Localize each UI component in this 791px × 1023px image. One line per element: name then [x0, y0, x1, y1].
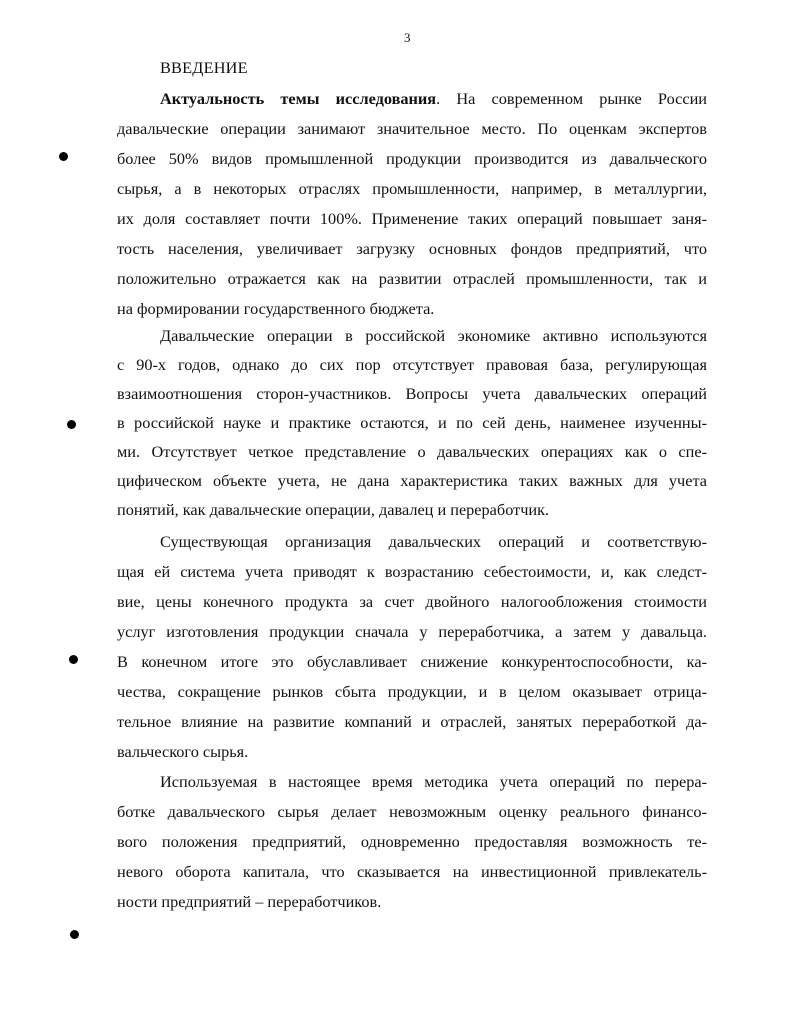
paragraph-2-line-4: в российской науке и практике остаются, и по сей день, наименее изученны-: [117, 413, 707, 432]
paragraph-2-line-6: цифическом объекте учета, не дана характеристика таких важных для учета: [117, 471, 707, 490]
paragraph-1-line-6: тость населения, увеличивает загрузку основных фондов предприятий, что: [117, 239, 707, 258]
paragraph-1-line-3: более 50% видов промышленной продукции производится из давальческого: [117, 149, 707, 168]
section-heading: ВВЕДЕНИЕ: [160, 58, 248, 77]
paragraph-3-line-2: щая ей система учета приводят к возрастанию себестоимости, и, как следст-: [117, 562, 707, 581]
paragraph-3-line-4: услуг изготовления продукции сначала у переработчика, а затем у давальца.: [117, 622, 707, 641]
paragraph-1-line-2: давальческие операции занимают значительное место. По оценкам экспертов: [117, 119, 707, 138]
punch-hole-mark: [59, 152, 68, 161]
punch-hole-mark: [69, 655, 78, 664]
paragraph-1-line-7: положительно отражается как на развитии отраслей промышленности, так и: [117, 269, 707, 288]
paragraph-1-line-4: сырья, а в некоторых отраслях промышленности, например, в металлургии,: [117, 179, 707, 198]
paragraph-3-line-1: Существующая организация давальческих операций и соответствую-: [160, 532, 707, 551]
paragraph-2-line-1: Давальческие операции в российской экономике активно используются: [160, 326, 707, 345]
paragraph-3-line-7: тельное влияние на развитие компаний и отраслей, занятых переработкой да-: [117, 712, 707, 731]
paragraph-1-line-1: [160, 89, 707, 109]
punch-hole-mark: [67, 420, 76, 429]
paragraph-4-line-2: ботке давальческого сырья делает невозможным оценку реального финансо-: [117, 802, 707, 821]
paragraph-2-line-5: ми. Отсутствует четкое представление о давальческих операциях как о спе-: [117, 442, 707, 461]
paragraph-3-line-6: чества, сокращение рынков сбыта продукции, и в целом оказывает отрица-: [117, 682, 707, 701]
page-number: 3: [404, 30, 411, 45]
paragraph-3-line-3: вие, цены конечного продукта за счет двойного налогообложения стоимости: [117, 592, 707, 611]
paragraph-2-line-7: понятий, как давальческие операции, давалец и переработчик.: [117, 500, 550, 519]
paragraph-4-line-1: Используемая в настоящее время методика учета операций по перера-: [160, 772, 707, 791]
paragraph-3-line-8: вальческого сырья.: [117, 742, 249, 761]
paragraph-2-line-3: взаимоотношения сторон-участников. Вопросы учета давальческих операций: [117, 384, 707, 403]
paragraph-4-line-5: ности предприятий – переработчиков.: [117, 892, 382, 911]
paragraph-1-line-5: их доля составляет почти 100%. Применение таких операций повышает заня-: [117, 209, 707, 228]
paragraph-4-line-4: невого оборота капитала, что сказывается на инвестиционной привлекатель-: [117, 862, 707, 881]
paragraph-1-lead-rest: . На современном рынке России: [436, 89, 707, 108]
paragraph-1-lead: Актуальность темы исследования: [160, 89, 437, 108]
paragraph-4-line-3: вого положения предприятий, одновременно предоставляя возможность те-: [117, 832, 707, 851]
punch-hole-mark: [70, 930, 79, 939]
paragraph-3-line-5: В конечном итоге это обуславливает снижение конкурентоспособности, ка-: [117, 652, 707, 671]
paragraph-2-line-2: с 90-х годов, однако до сих пор отсутствует правовая база, регулирующая: [117, 355, 707, 374]
paragraph-1-line-8: на формировании государственного бюджета.: [117, 299, 435, 318]
